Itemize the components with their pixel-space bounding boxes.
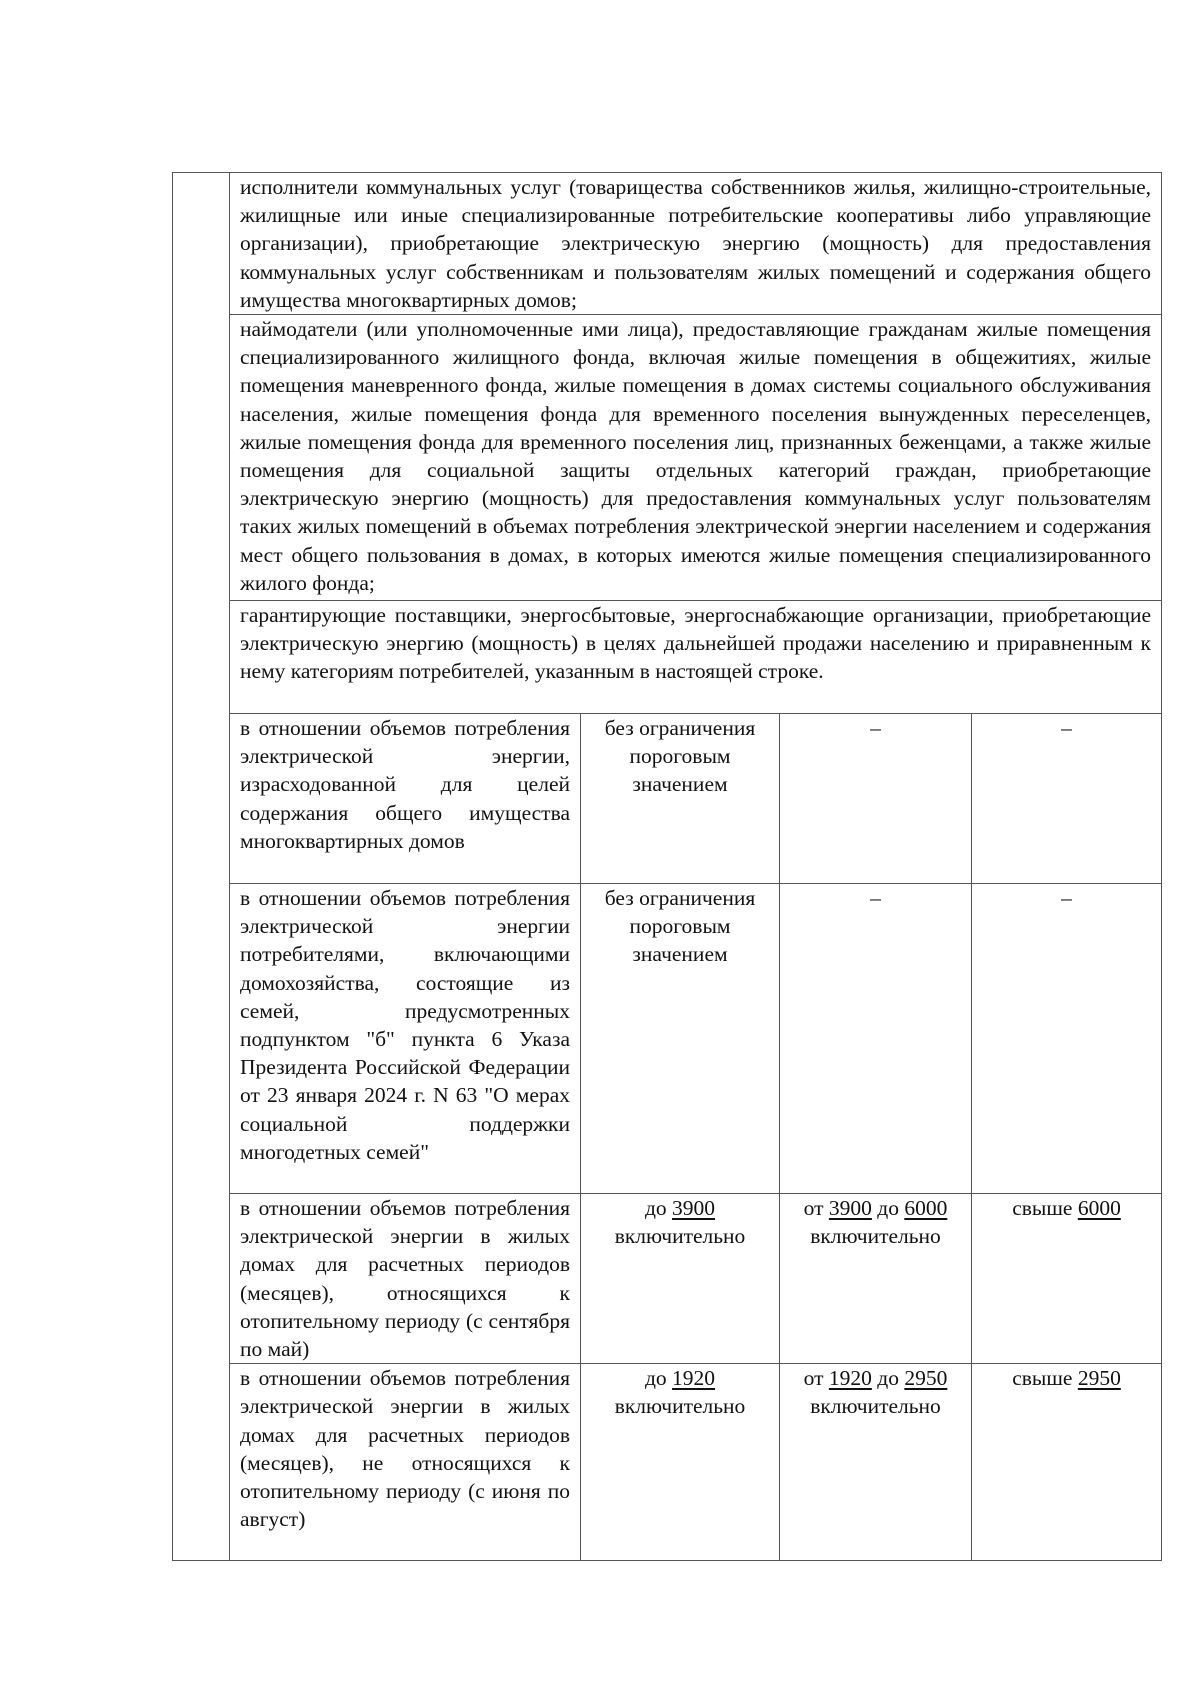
dash-value: – — [870, 886, 881, 911]
threshold-prefix: до — [644, 1366, 673, 1391]
volume-description-cell — [230, 884, 581, 1194]
threshold-number: 2950 — [1077, 1366, 1121, 1391]
threshold-number: 3900 — [672, 1196, 716, 1221]
table-row — [173, 601, 1162, 714]
row-number-cell — [173, 173, 230, 1561]
threshold-cell — [581, 1364, 780, 1561]
threshold-cell — [780, 884, 972, 1194]
threshold-suffix: включительно — [614, 1224, 746, 1249]
document-page — [172, 172, 1162, 1561]
consumer-category-text: исполнители коммунальных услуг (товарищества собственников жилья, жилищно-строительные, жилищные или иные специализированные потребительские кооперативы либо управляющие организации), приобретающие электрическую энергию (мощность) для предоставления коммунальных услуг собственникам и пользователям жилых помещений и содержания общего имущества многоквартирных домов; — [240, 175, 1151, 312]
table-row — [173, 1364, 1162, 1561]
threshold-prefix: от — [803, 1196, 829, 1221]
table-row — [173, 315, 1162, 601]
threshold-cell — [972, 884, 1162, 1194]
threshold-prefix: до — [644, 1196, 673, 1221]
table-row — [173, 1194, 1162, 1364]
threshold-cell — [972, 1364, 1162, 1561]
threshold-cell — [581, 884, 780, 1194]
threshold-number: 6000 — [1077, 1196, 1121, 1221]
threshold-cell — [972, 1194, 1162, 1364]
threshold-number: 6000 — [904, 1196, 948, 1221]
threshold-cell — [780, 1364, 972, 1561]
consumer-category-text: наймодатели (или уполномоченные ими лица), предоставляющие гражданам жилые помещения специализированного жилищного фонда, включая жилые помещения в общежитиях, жилые помещения маневренного фонда, жилые помещения в домах системы социального обслуживания населения, жилые помещения фонда для временного поселения вынужденных переселенцев, жилые помещения фонда для временного поселения лиц, признанных беженцами, а также жилые помещения для социальной защиты отдельных категорий граждан, приобретающие электрическую энергию (мощность) для предоставления коммунальных услуг пользователям таких жилых помещений в объемах потребления электрической энергии населением и содержания мест общего пользования в домах, в которых имеются жилые помещения специализированного жилого фонда; — [240, 317, 1151, 595]
dash-value: – — [1061, 886, 1072, 911]
consumer-category-text: гарантирующие поставщики, энергосбытовые, энергоснабжающие организации, приобретающие электрическую энергию (мощность) в целях дальнейшей продажи населению и приравненным к нему категориям потребителей, указанным в настоящей строке. — [240, 603, 1151, 684]
dash-value: – — [870, 716, 881, 741]
volume-description: в отношении объемов потребления электрической энергии потребителями, включающими домохозяйства, состоящие из семей, предусмотренных подпунктом "б" пункта 6 Указа Президента Российской Федерации от 23 января 2024 г. N 63 "О мерах социальной поддержки многодетных семей" — [240, 886, 570, 1164]
table-row — [173, 884, 1162, 1194]
threshold-number: 1920 — [828, 1366, 872, 1391]
volume-description-cell — [230, 1364, 581, 1561]
table-row — [173, 714, 1162, 884]
tariff-table — [172, 172, 1162, 1561]
threshold-number: 3900 — [828, 1196, 872, 1221]
volume-description: в отношении объемов потребления электрической энергии, израсходованной для целей содержания общего имущества многоквартирных домов — [240, 716, 570, 853]
threshold-text: без ограничения пороговым значением — [604, 886, 756, 967]
threshold-suffix: включительно — [810, 1394, 941, 1419]
threshold-prefix: свыше — [1012, 1196, 1078, 1221]
table-cell — [230, 173, 1162, 315]
threshold-suffix: включительно — [614, 1394, 746, 1419]
volume-description: в отношении объемов потребления электрической энергии в жилых домах для расчетных периодов (месяцев), относящихся к отопительному периоду (с сентября по май) — [240, 1196, 570, 1362]
volume-description-cell — [230, 1194, 581, 1364]
table-cell — [230, 315, 1162, 601]
threshold-connector: до — [871, 1366, 905, 1391]
volume-description-cell — [230, 714, 581, 884]
threshold-prefix: свыше — [1012, 1366, 1078, 1391]
threshold-cell — [972, 714, 1162, 884]
threshold-prefix: от — [803, 1366, 829, 1391]
volume-description: в отношении объемов потребления электрической энергии в жилых домах для расчетных периодов (месяцев), не относящихся к отопительному периоду (с июня по август) — [240, 1366, 570, 1532]
threshold-text: без ограничения пороговым значением — [604, 716, 756, 797]
threshold-suffix: включительно — [810, 1224, 941, 1249]
threshold-cell — [581, 1194, 780, 1364]
threshold-cell — [581, 714, 780, 884]
threshold-cell — [780, 714, 972, 884]
threshold-cell — [780, 1194, 972, 1364]
threshold-number: 2950 — [904, 1366, 948, 1391]
threshold-connector: до — [871, 1196, 905, 1221]
threshold-number: 1920 — [672, 1366, 716, 1391]
dash-value: – — [1061, 716, 1072, 741]
table-row — [173, 173, 1162, 315]
table-cell — [230, 601, 1162, 714]
